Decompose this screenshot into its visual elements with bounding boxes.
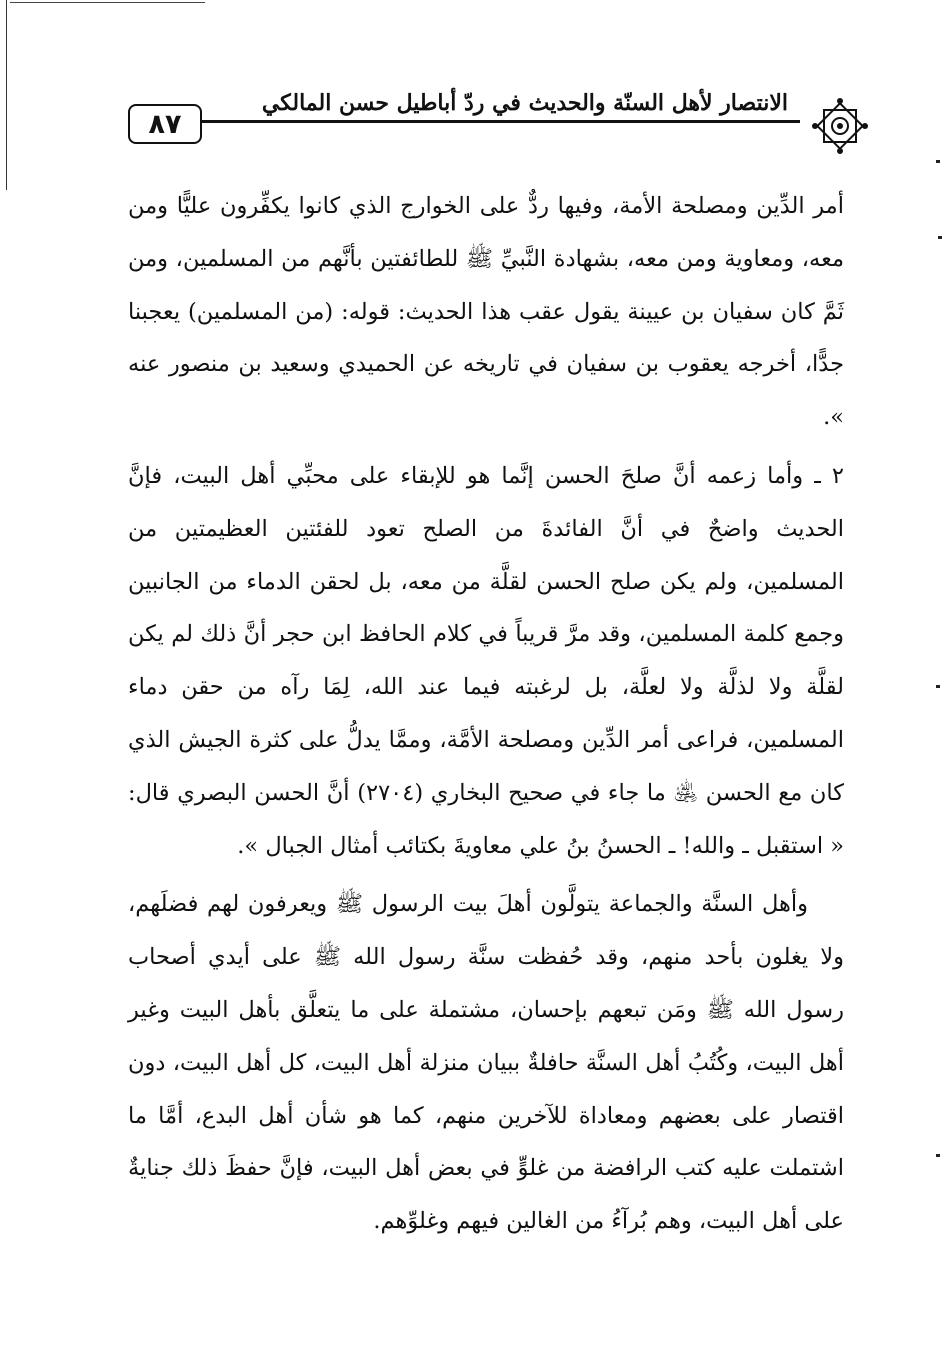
running-title: الانتصار لأهل السنّة والحديث في ردّ أباطيل حسن المالكي xyxy=(258,90,792,116)
header-rule xyxy=(202,120,800,123)
margin-speck xyxy=(936,160,940,163)
page-number: ٨٧ xyxy=(128,104,202,144)
scan-edge-line xyxy=(6,0,7,190)
paragraph-1: أمر الدِّين ومصلحة الأمة، وفيها ردٌّ على الخوارج الذي كانوا يكفِّرون عليًّا ومن معه، ومعاوية ومن معه، بشهادة النَّبيِّ ﷺ للطائفتين بأنَّهم من المسلمين، ومن ثَمَّ كان سفيان بن عيينة يقول عقب هذا الحديث: قوله: (من المسلمين) يعجبنا جدًّا، أخرجه يعقوب بن سفيان في تاريخه عن الحميدي وسعيد بن منصور عنه ». xyxy=(128,193,844,431)
margin-speck xyxy=(936,1154,940,1157)
scan-top-line xyxy=(10,2,205,3)
page-header xyxy=(128,90,868,162)
margin-speck xyxy=(936,685,940,688)
main-text xyxy=(128,180,844,1254)
paragraph-3: وأهل السنَّة والجماعة يتولَّون أهلَ بيت الرسول ﷺ ويعرفون لهم فضلَهم، ولا يغلون بأحد منهم، وقد حُفظت سنَّة رسول الله ﷺ على أيدي أصحاب رسول الله ﷺ ومَن تبعهم بإحسان، مشتملة على ما يتعلَّق بأهل البيت وغير أهل البيت، وكُتُبُ أهل السنَّة حافلةٌ ببيان منزلة أهل البيت، كل أهل البيت، دون اقتصار على بعضهم ومعاداة للآخرين منهم، كما هو شأن أهل البدع، أمَّا ما اشتملت عليه كتب الرافضة من غلوٍّ في بعض أهل البيت، فإنَّ حفظَ ذلك جنايةٌ على أهل البيت، وهم بُرآءُ من الغالين فيهم وغلوِّهم. xyxy=(128,891,844,1235)
margin-speck xyxy=(938,236,942,239)
octagram-ornament-icon xyxy=(812,98,868,154)
paragraph-2: ٢ ـ وأما زعمه أنَّ صلحَ الحسن إنَّما هو للإبقاء على محبِّي أهل البيت، فإنَّ الحديث واضحٌ في أنَّ الفائدةَ من الصلح تعود للفئتين العظيمتين من المسلمين، ولم يكن صلح الحسن لقلَّة من معه، بل لحقن الدماء من الجانبين وجمع كلمة المسلمين، وقد مرَّ قريباً في كلام الحافظ ابن حجر أنَّ ذلك لم يكن لقلَّة ولا لذلَّة ولا لعلَّة، بل لرغبته فيما عند الله، لِمَا رآه من حقن دماء المسلمين، فراعى أمر الدِّين ومصلحة الأمَّة، وممَّا يدلُّ على كثرة الجيش الذي كان مع الحسن ﵁ ما جاء في صحيح البخاري (٢٧٠٤) أنَّ الحسن البصري قال: « استقبل ـ والله! ـ الحسنُ بنُ علي معاويةَ بكتائب أمثال الجبال ». xyxy=(128,462,844,859)
